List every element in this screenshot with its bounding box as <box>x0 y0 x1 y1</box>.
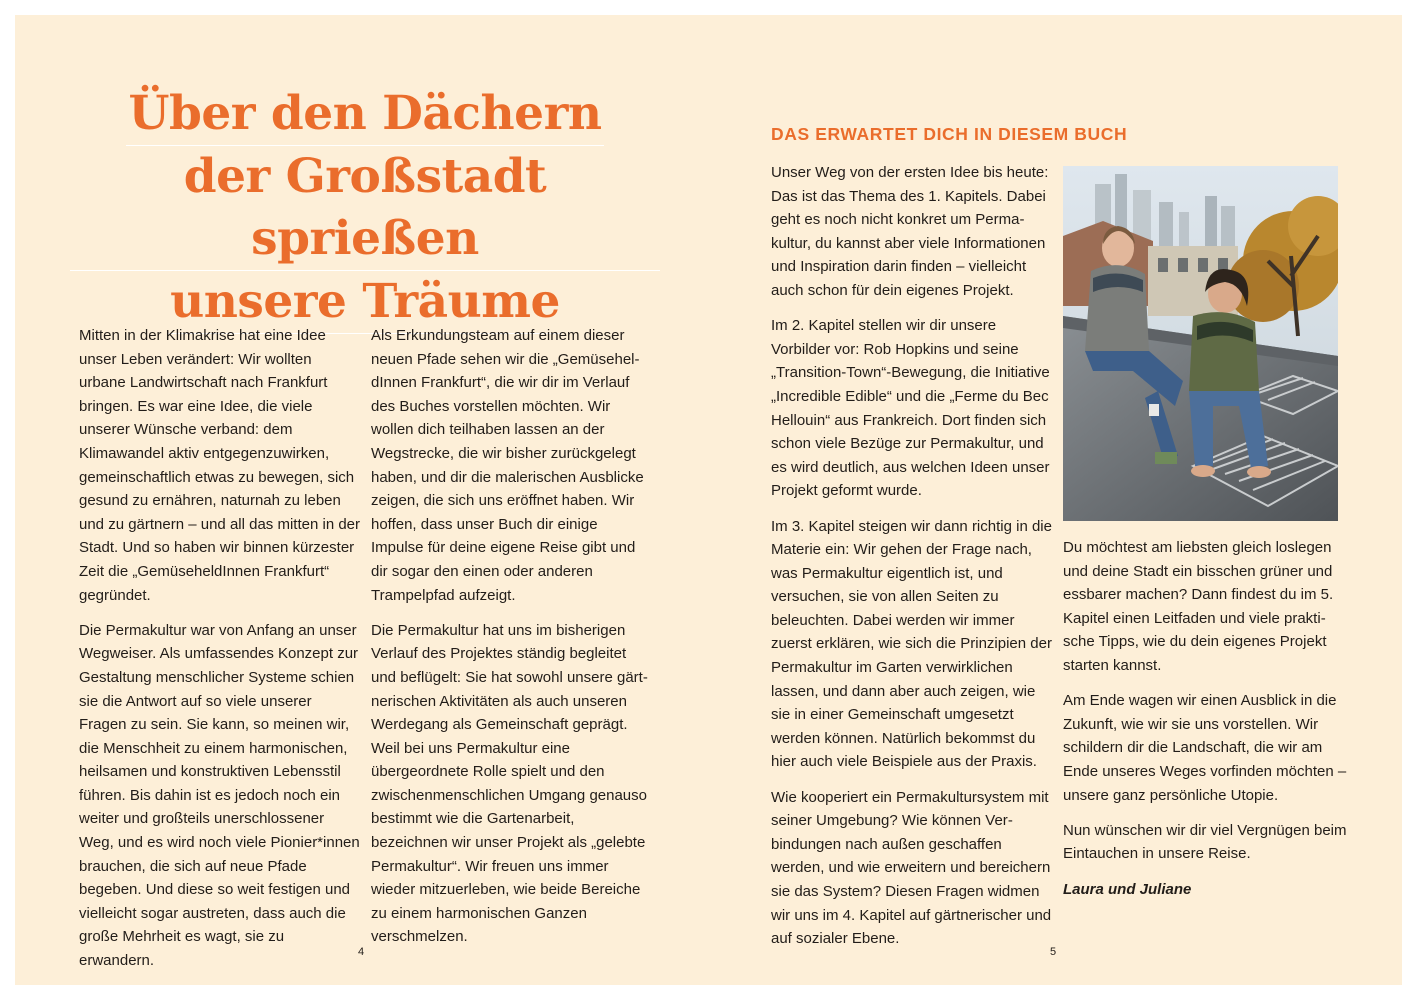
right-page-column-1 <box>771 161 1055 962</box>
paragraph: Als Erkundungsteam auf einem dieser neuen Pfade sehen wir die „GemüseheldInnen Frankfurt“, die wir dir im Verlauf des Buches vorstellen möchten. Wir wollen dich teilhaben lassen an der Wegstrecke, die wir bisher zurückgelegt haben, und dir die malerischen Ausblicke zeigen, die sich uns eröffnet haben. Wir hoffen, dass unser Buch dir einige Impulse für deine eigene Reise gibt und dir sogar den einen oder anderen Trampelpfad aufzeigt. <box>371 327 644 604</box>
title-line-1: Über den Dächern <box>126 83 603 146</box>
left-page-column-1 <box>79 324 361 984</box>
paragraph: Wie kooperiert ein Permakultursystem mit seiner Umgebung? Wie können Verbindungen nach außen geschaffen werden, und wie erweitern und bereichern sie das System? Diesen Fragen widmen wir uns im 4. Kapitel auf gärtnerischer und auf sozialer Ebene. <box>771 788 1052 948</box>
paragraph: Im 3. Kapitel steigen wir dann richtig in die Materie ein: Wir gehen der Frage nach, was Permakultur eigentlich ist, und versuchen, sie von allen Seiten zu beleuchten. Dabei werden wir immer zuerst erklären, wie sich die Prinzipien der Permakultur im Garten verwirklichen lassen, und dann aber auch zeigen, wie sie in einer Gemeinschaft umgesetzt werden können. Natürlich bekommst du hier auch viele Beispiele aus der Praxis. <box>771 517 1052 771</box>
title-line-3: unsere Träume <box>168 271 562 334</box>
book-spread <box>15 15 1402 985</box>
left-page-column-2 <box>371 324 653 961</box>
paragraph: Die Permakultur hat uns im bisherigen Verlauf des Projektes ständig begleitet und beflügelt: Sie hat sowohl unsere gärtnerischen Aktivitäten als auch unseren Werdegang als Gemeinschaft geprägt. Weil bei uns Permakultur eine übergeordnete Rolle spielt und den zwischenmenschlichen Umgang genauso bestimmt wie die Gartenarbeit, bezeichnen wir unser Projekt als „gelebte Permakultur“. Wir freuen uns immer wieder mitzuerleben, wie beide Bereiche zu einem harmonischen Ganzen verschmelzen. <box>371 621 648 946</box>
page-number-right: 5 <box>1050 946 1057 958</box>
right-page-column-2 <box>1063 536 1347 913</box>
rooftop-photo <box>1063 166 1338 521</box>
paragraph: Unser Weg von der ersten Idee bis heute: Das ist das Thema des 1. Kapitels. Dabei geht es noch nicht konkret um Permakultur, du kannst aber viele Informationen und Inspiration darin finden – vielleicht auch schon für dein eigenes Projekt. <box>771 164 1049 299</box>
section-heading: DAS ERWARTET DICH IN DIESEM BUCH <box>771 124 1128 144</box>
paragraph: Am Ende wagen wir einen Ausblick in die Zukunft, wie wir sie uns vorstellen. Wir schildern dir die Landschaft, die wir am Ende unseres Weges vorfinden möchten – unsere ganz persönliche Utopie. <box>1063 692 1347 804</box>
paragraph: Die Permakultur war von Anfang an unser Wegweiser. Als umfassendes Konzept zur Gestaltung menschlicher Systeme schien sie die Antwort auf so viele unserer Fragen zu sein. Sie kann, so meinen wir, die Menschheit zu einem harmonischen, heilsamen und konstruktiven Lebensstil führen. Bis dahin ist es jedoch noch ein weiter und großteils unerschlossener Weg, und es wird noch viele Pionier*innen brauchen, die sich auf neue Pfade begeben. Und diese so weit festigen und vielleicht sogar austreten, dass auch die große Mehrheit es wagt, sie zu erwandern. <box>79 621 360 970</box>
paragraph: Nun wünschen wir dir viel Vergnügen beim Eintauchen in unsere Reise. <box>1063 821 1347 863</box>
paragraph: Du möchtest am liebsten gleich loslegen und deine Stadt ein bisschen grüner und essbarer machen? Dann findest du im 5. Kapitel einen Leitfaden und viele praktische Tipps, wie du dein eigenes Projekt starten kannst. <box>1063 539 1334 674</box>
page-number-left: 4 <box>358 946 365 958</box>
paragraph: Mitten in der Klimakrise hat eine Idee unser Leben verändert: Wir wollten urbane Landwirtschaft nach Frankfurt bringen. Es war eine Idee, die viele unserer Wünsche verband: dem Klimawandel aktiv entgegenzuwirken, gemeinschaftlich etwas zu bewegen, sich gesund zu ernähren, naturnah zu leben und zu gärtnern – und all das mitten in der Stadt. Und so haben wir binnen kürzester Zeit die „GemüseheldInnen Frankfurt“ gegründet. <box>79 327 361 604</box>
title-line-2: der Großstadt sprießen <box>70 146 660 271</box>
page-title <box>70 83 660 334</box>
paragraph: Im 2. Kapitel stellen wir dir unsere Vorbilder vor: Rob Hopkins und seine „Transition-Town“-Bewegung, die Initiative „Incredible Edible“ und die „Ferme du Bec Hellouin“ aus Frankreich. Dort finden sich schon viele Bezüge zur Permakultur, und es wird deutlich, aus welchen Ideen unser Projekt geformt wurde. <box>771 317 1050 500</box>
signature: Laura und Juliane <box>1063 880 1192 898</box>
